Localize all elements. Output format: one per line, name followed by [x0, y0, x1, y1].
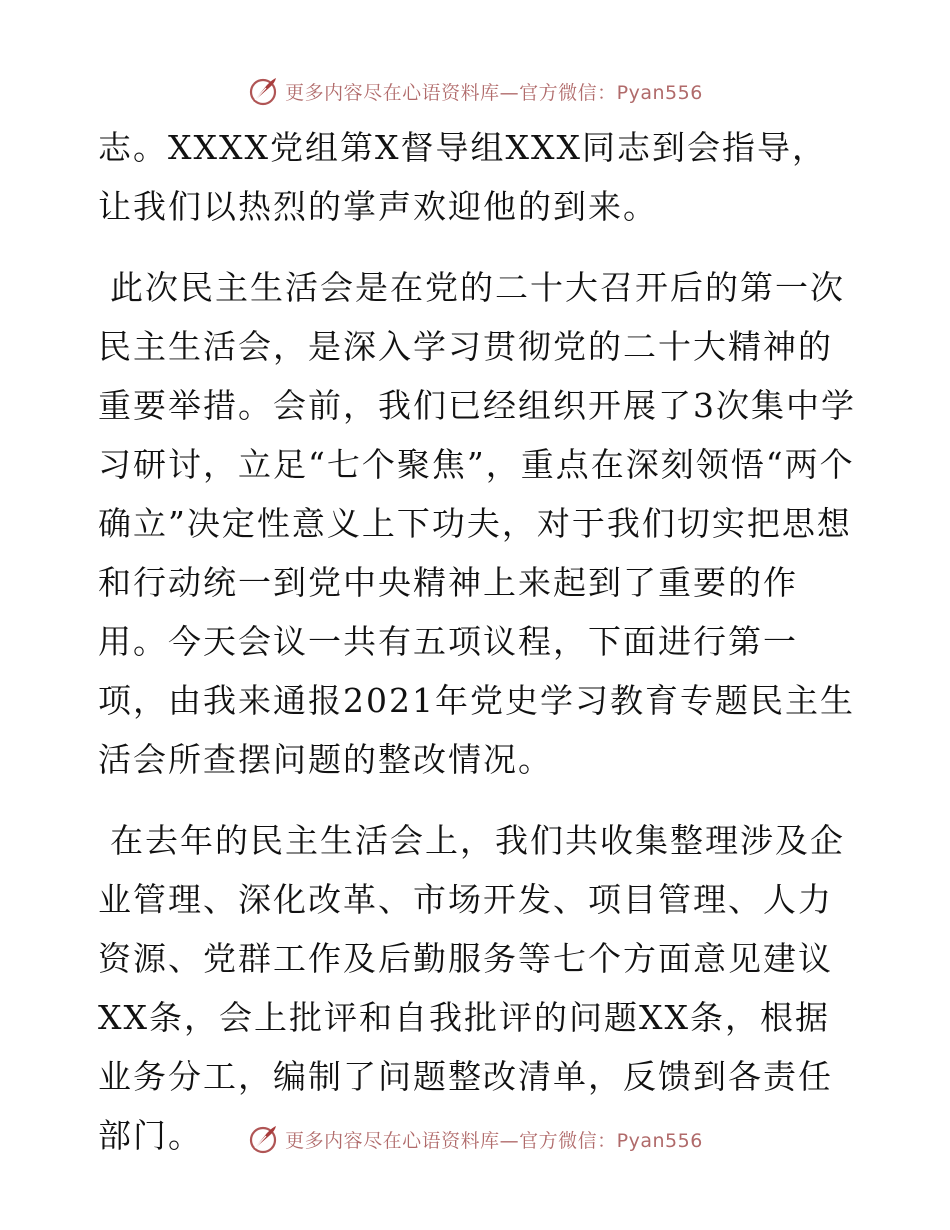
paragraph: 志。XXXX党组第X督导组XXX同志到会指导，让我们以热烈的掌声欢迎他的到来。 [98, 128, 827, 226]
header-watermark [0, 74, 950, 108]
paragraph: 此次民主生活会是在党的二十大召开后的第一次民主生活会，是深入学习贯彻党的二十大精神的重要举措。会前，我们已经组织开展了3次集中学习研讨，立足“七个聚焦”，重点在深刻领悟“两个确立”决定性意义上下功夫，对于我们切实把思想和行动统一到党中央精神上来起到了重要的作用。今天会议一共有五项议程，下面进行第一项，由我来通报2021年党史学习教育专题民主生活会所查摆问题的整改情况。 [98, 268, 856, 779]
watermark-text: 更多内容尽在心语资料库—官方微信：Pyan556 [285, 81, 703, 104]
paragraph: 在去年的民主生活会上，我们共收集整理涉及企业管理、深化改革、市场开发、项目管理、人力资源、党群工作及后勤服务等七个方面意见建议XX条，会上批评和自我批评的问题XX条，根据业务分工，编制了问题整改清单，反馈到各责任部门。 [98, 821, 845, 1155]
watermark-text: 更多内容尽在心语资料库—官方微信：Pyan556 [285, 1129, 703, 1152]
quill-logo-icon [247, 75, 279, 107]
footer-watermark [0, 1122, 950, 1156]
document-body [98, 118, 858, 1165]
quill-logo-icon [247, 1123, 279, 1155]
